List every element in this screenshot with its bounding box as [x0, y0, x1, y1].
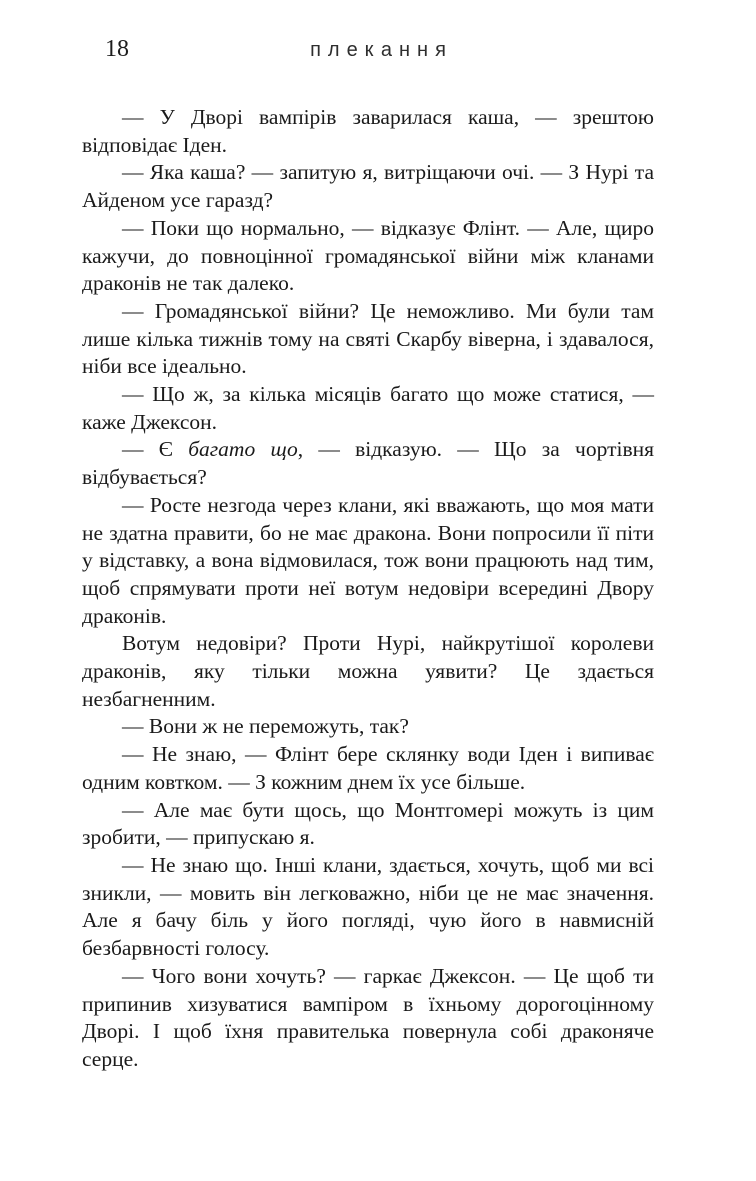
paragraph-text: , — відказую. — Що за чортівня відбувається? — [82, 437, 654, 490]
paragraph-text: — Є — [122, 437, 189, 462]
paragraph: — Що ж, за кілька місяців багато що може статися, — каже Джексон. — [82, 382, 654, 434]
paragraph: — Яка каша? — запитую я, витріщаючи очі. — З Нурі та Айденом усе гаразд? — [82, 160, 654, 213]
paragraph: — Але має бути щось, що Монтгомері можуть із цим зробити, — припускаю я. — [82, 797, 654, 850]
paragraph: — У Дворі вампірів заварилася каша, — зрештою відповідає Іден. — [82, 105, 654, 157]
page-number: 18 — [105, 36, 129, 62]
paragraph: Вотум недовіри? Проти Нурі, найкрутішої королеви драконів, яку тільки можна уявити? Це здається незбагненним. — [82, 631, 654, 711]
paragraph: — Не знаю що. Інші клани, здається, хочуть, щоб ми всі зникли, — мовить він легковажно, ніби це не має значення. Але я бачу біль у його погляді, чую його в навмисній безбарвності голосу. — [82, 852, 654, 961]
body-text — [82, 104, 654, 1074]
paragraph — [82, 436, 654, 491]
paragraph: — Чого вони хочуть? — гаркає Джексон. — Це щоб ти припинив хизуватися вампіром в їхньому дорогоцінному Дворі. І щоб їхня правителька повернула собі драконяче серце. — [82, 963, 654, 1071]
paragraph: — Росте незгода через клани, які вважають, що моя мати не здатна правити, бо не має дракона. Вони попросили її піти у відставку, а вона відмовилася, тож вони працюють над тим, щоб спрямувати проти неї вотум недовіри всередині Двору драконів. — [82, 492, 654, 628]
paragraph: — Громадянської війни? Це неможливо. Ми були там лише кілька тижнів тому на святі Скарбу віверна, і здавалося, ніби все ідеально. — [82, 298, 654, 379]
paragraph: — Вони ж не переможуть, так? — [122, 714, 409, 739]
running-title: плекання — [310, 39, 453, 61]
paragraph: — Не знаю, — Флінт бере склянку води Іден і випиває одним ковтком. — З кожним днем їх усе більше. — [82, 742, 654, 794]
italic-phrase: багато що — [188, 437, 298, 462]
paragraph: — Поки що нормально, — відказує Флінт. — Але, щиро кажучи, до повноцінної громадянської війни між кланами драконів не так далеко. — [82, 215, 654, 296]
